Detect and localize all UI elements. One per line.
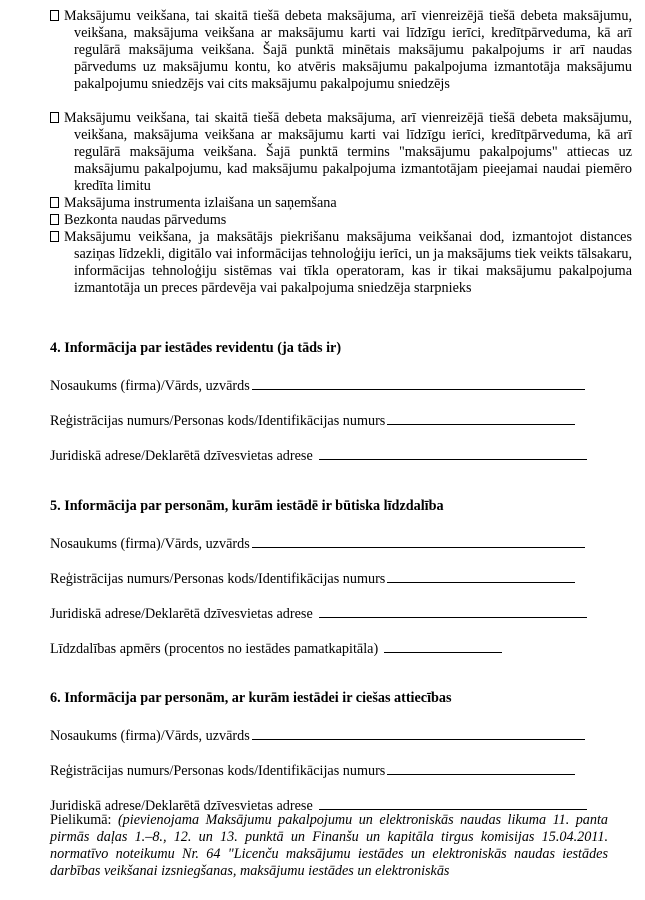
checklist-item-text: Maksājumu veikšana, tai skaitā tiešā debeta maksājuma, arī vienreizējā tiešā debeta maksājumu, veikšana, maksājuma veikšana ar maksājumu karti vai līdzīgu ierīci, kredītpārveduma, kā arī regulārā maksājuma veikšana. Šajā punktā minētais maksājumu pakalpojums ir arī naudas pārvedums uz maksājumu kontu, ko atvēris maksājumu pakalpojuma izmantotāja maksājumu pakalpojumu sniedzējs vai cits maksājumu pakalpojumu sniedzējs [64, 8, 632, 92]
field-label: Līdzdalības apmērs (procentos no iestādes pamatkapitāla) [50, 641, 379, 657]
checklist-item-3 [50, 195, 608, 212]
checklist-item-5 [50, 229, 632, 297]
fill-line[interactable] [252, 533, 585, 548]
checkbox[interactable] [50, 112, 59, 123]
field-label: Reģistrācijas numurs/Personas kods/Identifikācijas numurs [50, 571, 386, 587]
fill-line[interactable] [319, 795, 587, 810]
attachment-note [50, 812, 608, 880]
field-label: Nosaukums (firma)/Vārds, uzvārds [50, 536, 250, 552]
fill-line[interactable] [252, 725, 585, 740]
section-5-heading: 5. Informācija par personām, kurām iestādē ir būtiska līdzdalība [50, 498, 444, 514]
fill-line[interactable] [319, 603, 587, 618]
checkbox[interactable] [50, 197, 59, 208]
field-label: Juridiskā adrese/Deklarētā dzīvesvietas adrese [50, 798, 313, 814]
checkbox[interactable] [50, 214, 59, 225]
section-6-name-field[interactable] [50, 725, 585, 743]
field-label: Juridiskā adrese/Deklarētā dzīvesvietas adrese [50, 448, 313, 464]
field-label: Nosaukums (firma)/Vārds, uzvārds [50, 378, 250, 394]
attachment-text: (pievienojama Maksājumu pakalpojumu un elektroniskās naudas likuma 11. panta pirmās daļas 1.–8., 12. un 13. punktā un Finanšu un kapitāla tirgus komisijas 15.04.2011. normatīvo noteikumu Nr. 64 "Licenču maksājumu iestādes un elektroniskās naudas iestādes darbības veikšanai izsniegšanas, maksājumu iestādes un elektroniskās [50, 812, 609, 879]
checkbox[interactable] [50, 10, 59, 21]
section-5-share-field[interactable] [50, 638, 502, 656]
section-5-reg-field[interactable] [50, 568, 575, 586]
checklist-item-text: Maksājuma instrumenta izlaišana un saņemšana [64, 195, 337, 211]
checkbox[interactable] [50, 231, 59, 242]
section-5-name-field[interactable] [50, 533, 585, 551]
checklist-item-text: Bezkonta naudas pārvedums [64, 212, 227, 228]
checklist-item-4 [50, 212, 608, 229]
section-4-reg-field[interactable] [50, 410, 575, 428]
fill-line[interactable] [319, 445, 587, 460]
fill-line[interactable] [384, 638, 502, 653]
checklist-item-text: Maksājumu veikšana, ja maksātājs piekrišanu maksājuma veikšanai dod, izmantojot distances saziņas līdzekli, digitālo vai informācijas tehnoloģiju ierīci, un ja maksājums tiek veikts tālsakaru, informācijas tehnoloģiju sistēmas vai tīkla operatoram, kas ir tikai maksājumu pakalpojuma izmantotāja un preces pārdevēja vai pakalpojuma sniedzēja starpnieks [64, 229, 632, 296]
section-4-name-field[interactable] [50, 375, 585, 393]
section-5-addr-field[interactable] [50, 603, 587, 621]
checklist-item-1 [50, 8, 632, 93]
checklist-item-2 [50, 110, 632, 195]
field-label: Juridiskā adrese/Deklarētā dzīvesvietas adrese [50, 606, 313, 622]
fill-line[interactable] [252, 375, 585, 390]
field-label: Nosaukums (firma)/Vārds, uzvārds [50, 728, 250, 744]
fill-line[interactable] [387, 568, 575, 583]
fill-line[interactable] [387, 410, 575, 425]
section-4-addr-field[interactable] [50, 445, 587, 463]
section-4-heading: 4. Informācija par iestādes revidentu (ja tāds ir) [50, 340, 342, 356]
attachment-label: Pielikumā: [50, 812, 112, 828]
field-label: Reģistrācijas numurs/Personas kods/Identifikācijas numurs [50, 413, 386, 429]
section-6-addr-field[interactable] [50, 795, 587, 813]
fill-line[interactable] [387, 760, 575, 775]
section-6-heading: 6. Informācija par personām, ar kurām iestādei ir ciešas attiecības [50, 690, 452, 706]
section-6-reg-field[interactable] [50, 760, 575, 778]
checklist-item-text: Maksājumu veikšana, tai skaitā tiešā debeta maksājuma, arī vienreizējā tiešā debeta maksājumu, veikšana, maksājuma veikšana ar maksājumu karti vai līdzīgu ierīci, kredītpārveduma, kā arī regulārā maksājuma veikšana. Šajā punktā termins "maksājumu pakalpojums" attiecas uz maksājumu pakalpojumu, kad maksājumu pakalpojuma izmantotājam pieejamai naudai piemēro kredīta limitu [64, 110, 632, 194]
field-label: Reģistrācijas numurs/Personas kods/Identifikācijas numurs [50, 763, 386, 779]
